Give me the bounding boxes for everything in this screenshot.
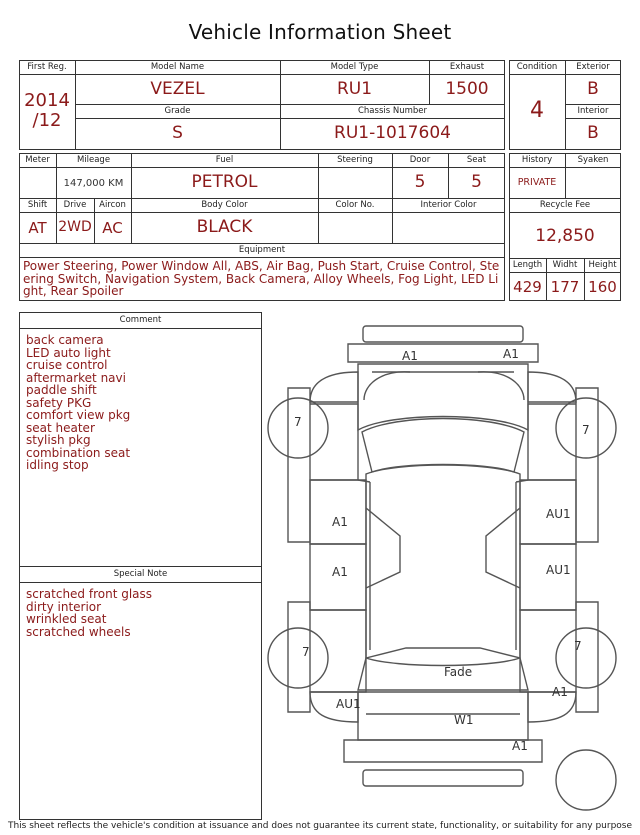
comment-label: Comment xyxy=(119,315,162,325)
list-item: combination seat xyxy=(26,445,131,460)
first-reg-label: First Reg. xyxy=(27,62,67,72)
comment-list xyxy=(26,334,258,472)
list-item: scratched front glass xyxy=(26,587,153,601)
history-label: History xyxy=(521,155,553,165)
drive-value: 2WD xyxy=(58,219,92,235)
exterior-value: B xyxy=(587,79,599,99)
list-item: back camera xyxy=(26,333,104,347)
aircon-label: Aircon xyxy=(99,200,126,210)
meter-label: Meter xyxy=(25,155,50,165)
page-title: Vehicle Information Sheet xyxy=(188,20,452,44)
length-label: Length xyxy=(512,260,543,270)
damage-mark-wheel-rl: 7 xyxy=(302,645,310,659)
length-value: 429 xyxy=(513,278,542,296)
first-reg-month: /12 xyxy=(32,110,62,131)
list-item: LED auto light xyxy=(26,345,111,360)
list-item: comfort view pkg xyxy=(26,408,131,422)
special-note-list xyxy=(26,588,258,638)
width-value: 177 xyxy=(550,278,580,296)
shift-label: Shift xyxy=(27,200,48,210)
grade-value: S xyxy=(172,123,183,143)
damage-mark-right-rear-door: AU1 xyxy=(546,563,571,577)
body-color-label: Body Color xyxy=(201,200,248,210)
damage-mark-front-right: A1 xyxy=(503,347,519,361)
damage-mark-front-left: A1 xyxy=(402,349,418,363)
model-type-label: Model Type xyxy=(330,62,379,72)
recycle-fee-label: Recycle Fee xyxy=(539,200,591,210)
list-item: safety PKG xyxy=(26,395,92,410)
list-item: aftermarket navi xyxy=(26,370,126,385)
grade-label: Grade xyxy=(164,106,191,116)
shift-value: AT xyxy=(28,219,47,237)
list-item: wrinkled seat xyxy=(26,612,107,626)
history-value: PRIVATE xyxy=(517,177,557,188)
exhaust-value: 1500 xyxy=(445,79,489,99)
door-label: Door xyxy=(409,155,431,165)
damage-mark-rear-bumper: A1 xyxy=(512,739,528,753)
seat-value: 5 xyxy=(471,172,482,192)
special-note-label: Special Note xyxy=(113,569,168,579)
list-item: stylish pkg xyxy=(26,433,91,447)
car-damage-diagram xyxy=(266,312,622,818)
list-item: paddle shift xyxy=(26,383,97,397)
condition-label: Condition xyxy=(516,62,558,72)
damage-mark-wheel-rr: 7 xyxy=(574,639,582,653)
drive-label: Drive xyxy=(63,200,87,210)
fuel-label: Fuel xyxy=(215,155,234,165)
list-item: dirty interior xyxy=(26,599,102,614)
interior-label: Interior xyxy=(577,106,609,116)
list-item: scratched wheels xyxy=(26,624,131,639)
steering-label: Steering xyxy=(337,155,373,165)
body-color-value: BLACK xyxy=(196,217,253,237)
color-no-label: Color No. xyxy=(335,200,375,210)
seat-label: Seat xyxy=(466,155,487,165)
first-reg-year: 2014 xyxy=(24,90,70,111)
model-name-label: Model Name xyxy=(150,62,205,72)
chassis-number-value: RU1-1017604 xyxy=(334,123,451,143)
damage-mark-wheel-fr: 7 xyxy=(582,423,590,437)
damage-mark-wheel-fl: 7 xyxy=(294,415,302,429)
damage-mark-right-quarter: A1 xyxy=(552,685,568,699)
footer-disclaimer: This sheet reflects the vehicle's condition at issuance and does not guarantee its current state, functionality, or suitability for any purpose xyxy=(7,821,633,831)
interior-value: B xyxy=(587,123,599,143)
condition-value: 4 xyxy=(530,98,544,123)
list-item: seat heater xyxy=(26,420,95,435)
damage-mark-trunk: W1 xyxy=(454,713,474,727)
recycle-fee-value: 12,850 xyxy=(535,226,595,246)
damage-mark-right-front-door: AU1 xyxy=(546,507,571,521)
list-item: idling stop xyxy=(26,458,89,472)
damage-mark-left-quarter: AU1 xyxy=(336,697,361,711)
syaken-label: Syaken xyxy=(577,155,609,165)
mileage-label: Mileage xyxy=(76,155,111,165)
height-label: Height xyxy=(588,260,617,270)
model-type-value: RU1 xyxy=(336,79,373,99)
chassis-number-label: Chassis Number xyxy=(357,106,428,116)
model-name-value: VEZEL xyxy=(150,79,205,99)
damage-mark-rear-glass: Fade xyxy=(444,665,473,679)
damage-mark-left-front-door: A1 xyxy=(332,515,348,529)
width-label: Widht xyxy=(552,260,578,270)
mileage-value: 147,000 KM xyxy=(63,178,124,189)
interior-color-label: Interior Color xyxy=(420,200,477,210)
equipment-label: Equipment xyxy=(238,245,286,255)
equipment-list: Power Steering, Power Window All, ABS, Air Bag, Push Start, Cruise Control, Steering Switch, Navigation System, Back Camera, Alloy Wheels, Fog Light, LED Light, Rear Spoiler xyxy=(23,259,500,298)
door-value: 5 xyxy=(414,172,426,192)
aircon-value: AC xyxy=(102,219,123,237)
fuel-value: PETROL xyxy=(191,172,258,192)
exterior-label: Exterior xyxy=(576,62,610,72)
exhaust-label: Exhaust xyxy=(449,62,485,72)
height-value: 160 xyxy=(588,278,617,296)
damage-mark-left-rear-door: A1 xyxy=(332,565,348,579)
list-item: cruise control xyxy=(26,358,108,372)
